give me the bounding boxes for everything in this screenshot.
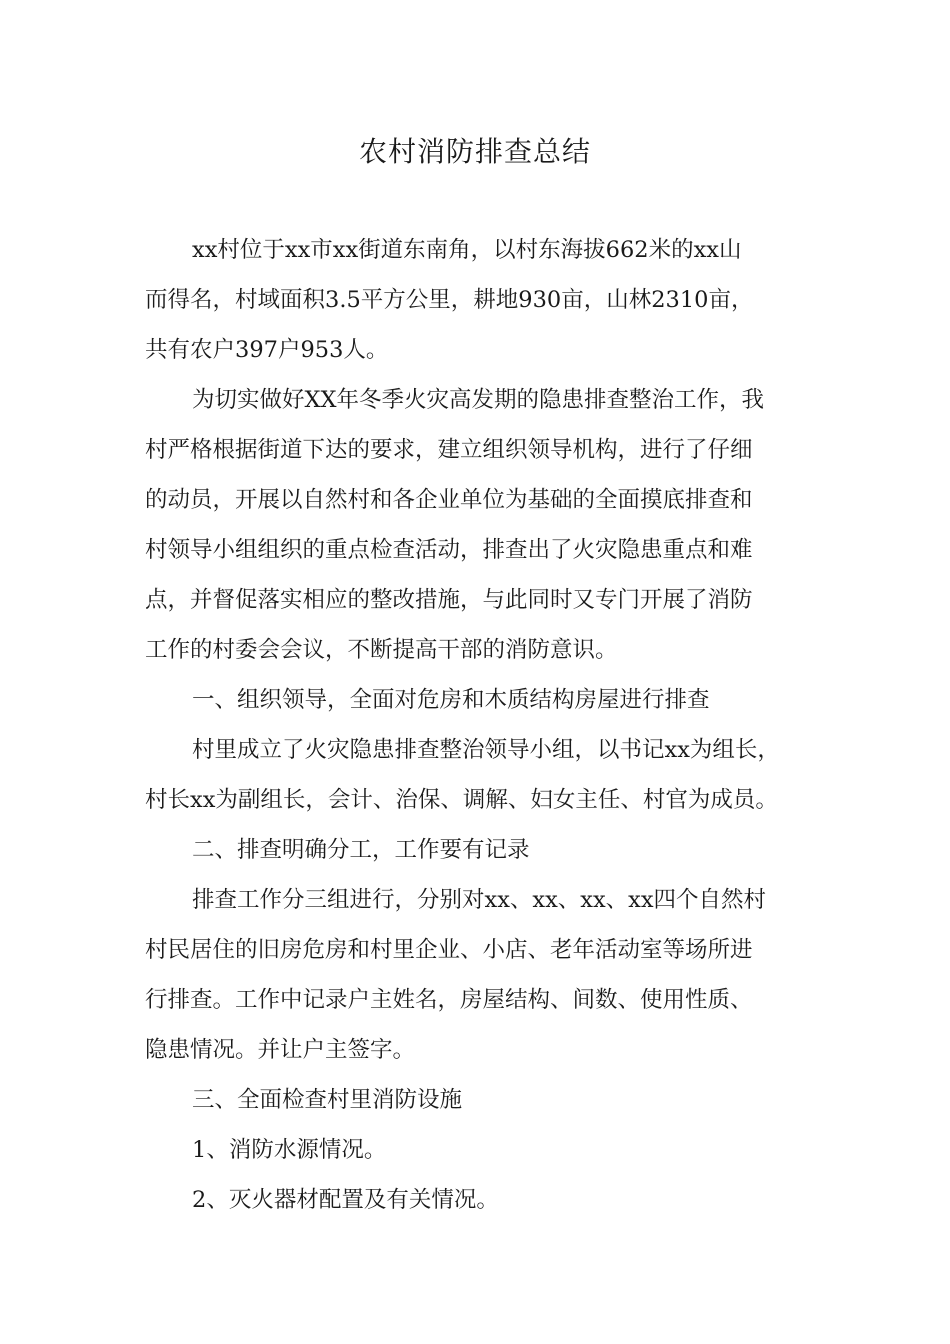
text-line: 村长xx为副组长，会计、治保、调解、妇女主任、村官为成员。 xyxy=(145,787,778,813)
text-line: 工作的村委会会议，不断提高干部的消防意识。 xyxy=(145,637,618,663)
text-line: 二、排查明确分工，工作要有记录 xyxy=(192,837,530,863)
text-line: 共有农户397户953人。 xyxy=(145,337,389,363)
text-line: 1、消防水源情况。 xyxy=(192,1137,387,1163)
text-line: 村严格根据街道下达的要求，建立组织领导机构，进行了仔细 xyxy=(145,437,753,463)
text-line: 而得名，村域面积3.5平方公里，耕地930亩，山林2310亩， xyxy=(145,287,754,313)
text-line: 村里成立了火灾隐患排查整治领导小组，以书记xx为组长， xyxy=(192,737,780,763)
text-line: 2、灭火器材配置及有关情况。 xyxy=(192,1187,499,1213)
text-line: 三、全面检查村里消防设施 xyxy=(192,1087,463,1113)
document-title: 农村消防排查总结 xyxy=(358,135,591,168)
text-line: 排查工作分三组进行，分别对xx、xx、xx、xx四个自然村 xyxy=(192,887,767,913)
text-line: 行排查。工作中记录户主姓名，房屋结构、间数、使用性质、 xyxy=(145,987,753,1013)
text-line: 村民居住的旧房危房和村里企业、小店、老年活动室等场所进 xyxy=(145,937,753,963)
text-line: xx村位于xx市xx街道东南角，以村东海拔662米的xx山 xyxy=(192,237,742,263)
text-line: 隐患情况。并让户主签字。 xyxy=(145,1037,416,1063)
text-line: 点，并督促落实相应的整改措施，与此同时又专门开展了消防 xyxy=(145,587,753,613)
document-body xyxy=(145,225,820,1225)
text-line: 的动员，开展以自然村和各企业单位为基础的全面摸底排查和 xyxy=(145,487,753,513)
text-line: 村领导小组组织的重点检查活动，排查出了火灾隐患重点和难 xyxy=(145,537,753,563)
text-line: 一、组织领导，全面对危房和木质结构房屋进行排查 xyxy=(192,687,710,713)
text-line: 为切实做好XX年冬季火灾高发期的隐患排查整治工作，我 xyxy=(192,387,765,413)
